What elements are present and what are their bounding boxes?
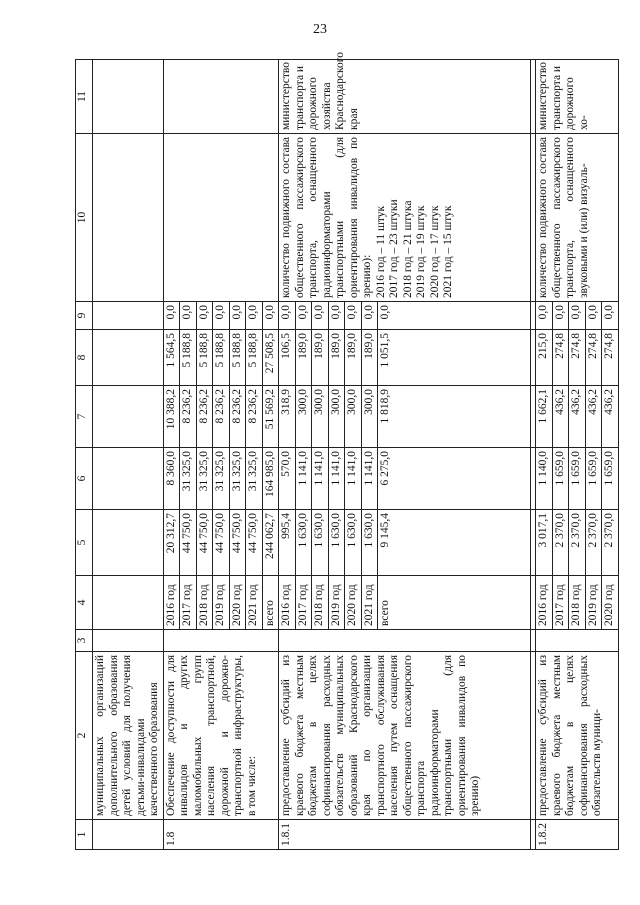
year-cell: 2016 год bbox=[536, 576, 553, 630]
local-cell: 274,8 bbox=[602, 330, 619, 386]
year-cell: 2018 год bbox=[569, 576, 586, 630]
col-header-10: 10 bbox=[76, 134, 93, 302]
federal-cell: 1 140,0 bbox=[536, 448, 553, 510]
regional-cell: 8 236,2 bbox=[180, 386, 197, 448]
year-cell: 2016 год bbox=[163, 576, 180, 630]
local-cell: 189,0 bbox=[361, 330, 378, 386]
extra-cell: 0,0 bbox=[536, 302, 553, 330]
federal-cell: 1 141,0 bbox=[295, 448, 312, 510]
col-header-6: 6 bbox=[76, 448, 93, 510]
extra-cell: 0,0 bbox=[196, 302, 213, 330]
local-cell: 215,0 bbox=[536, 330, 553, 386]
row-1-8-2 bbox=[536, 60, 553, 850]
col-header-5: 5 bbox=[76, 510, 93, 576]
federal-cell: 570,0 bbox=[279, 448, 296, 510]
result-year-line: 2017 год – 23 штуки bbox=[388, 199, 400, 298]
extra-cell: 0,0 bbox=[585, 302, 602, 330]
extra-cell: 0,0 bbox=[229, 302, 246, 330]
year-cell: 2017 год bbox=[295, 576, 312, 630]
extra-cell: 0,0 bbox=[180, 302, 197, 330]
year-cell: 2018 год bbox=[312, 576, 329, 630]
executor-cell: министерство транспорта и дорожного хо- bbox=[536, 60, 619, 134]
extra-cell: 0,0 bbox=[569, 302, 586, 330]
local-cell: 189,0 bbox=[312, 330, 329, 386]
executor-cell: министерство транспорта и дорожного хозяйства Краснодарского края bbox=[279, 60, 531, 134]
total-cell: 2 370,0 bbox=[602, 510, 619, 576]
total-cell: 1 630,0 bbox=[312, 510, 329, 576]
row-number: 1.8 bbox=[163, 820, 279, 850]
federal-cell: 31 325,0 bbox=[229, 448, 246, 510]
continued-row bbox=[93, 60, 164, 850]
year-cell: 2019 год bbox=[213, 576, 230, 630]
regional-cell: 8 236,2 bbox=[213, 386, 230, 448]
total-cell: 1 630,0 bbox=[295, 510, 312, 576]
total-cell: 2 370,0 bbox=[585, 510, 602, 576]
total-cell: 20 312,7 bbox=[163, 510, 180, 576]
year-cell: 2019 год bbox=[328, 576, 345, 630]
total-cell: 1 630,0 bbox=[328, 510, 345, 576]
result-year-line: 2016 год – 11 штук bbox=[374, 205, 387, 298]
federal-cell: 1 659,0 bbox=[602, 448, 619, 510]
total-cell: 44 750,0 bbox=[180, 510, 197, 576]
activity-name: предоставление субсидий из краевого бюджета местным бюджетам в целях софинансирования расходных обязательств муниципальных образований Краснодарского края по организации транспортного обслуживания населения путем оснащения общественного пассажирского транспорта радиоинформаторами транспортными (для ориентирования инвалидов по зрению) bbox=[279, 652, 531, 820]
result-year-line: 2021 год – 15 штук bbox=[442, 205, 454, 298]
year-cell: 2021 год bbox=[246, 576, 263, 630]
local-cell: 1 051,5 bbox=[378, 330, 531, 386]
federal-cell: 164 985,0 bbox=[262, 448, 279, 510]
local-cell: 274,8 bbox=[552, 330, 569, 386]
extra-cell: 0,0 bbox=[378, 302, 531, 330]
extra-cell: 0,0 bbox=[246, 302, 263, 330]
local-cell: 5 188,8 bbox=[246, 330, 263, 386]
total-cell: 1 630,0 bbox=[361, 510, 378, 576]
regional-cell: 300,0 bbox=[345, 386, 362, 448]
local-cell: 189,0 bbox=[328, 330, 345, 386]
regional-cell: 436,2 bbox=[585, 386, 602, 448]
regional-cell: 436,2 bbox=[552, 386, 569, 448]
row-number: 1.8.1 bbox=[279, 820, 531, 850]
result-cell: количество подвижного состава общественного пассажирского транспорта, оснащенного звуковыми и (или) визуаль- bbox=[536, 134, 619, 302]
extra-cell: 0,0 bbox=[361, 302, 378, 330]
federal-cell: 31 325,0 bbox=[246, 448, 263, 510]
program-activities-table bbox=[75, 52, 619, 850]
activity-name: предоставление субсидий из краевого бюджета местным бюджетам в целях софинансирования расходных обязательств муници- bbox=[536, 652, 619, 820]
local-cell: 274,8 bbox=[585, 330, 602, 386]
extra-cell: 0,0 bbox=[552, 302, 569, 330]
col-header-2: 2 bbox=[76, 652, 93, 820]
total-cell: 2 370,0 bbox=[552, 510, 569, 576]
local-cell: 189,0 bbox=[345, 330, 362, 386]
regional-cell: 318,9 bbox=[279, 386, 296, 448]
year-cell: 2020 год bbox=[345, 576, 362, 630]
extra-cell: 0,0 bbox=[295, 302, 312, 330]
regional-cell: 300,0 bbox=[328, 386, 345, 448]
regional-cell: 51 569,2 bbox=[262, 386, 279, 448]
local-cell: 5 188,8 bbox=[213, 330, 230, 386]
federal-cell: 1 141,0 bbox=[361, 448, 378, 510]
year-cell: 2020 год bbox=[602, 576, 619, 630]
col-header-4: 4 bbox=[76, 576, 93, 630]
regional-cell: 300,0 bbox=[295, 386, 312, 448]
extra-cell: 0,0 bbox=[328, 302, 345, 330]
extra-cell: 0,0 bbox=[312, 302, 329, 330]
federal-cell: 1 141,0 bbox=[312, 448, 329, 510]
total-cell: 44 750,0 bbox=[213, 510, 230, 576]
total-cell: 44 750,0 bbox=[246, 510, 263, 576]
year-cell: 2020 год bbox=[229, 576, 246, 630]
federal-cell: 6 275,0 bbox=[378, 448, 531, 510]
year-cell: 2017 год bbox=[552, 576, 569, 630]
total-cell: 3 017,1 bbox=[536, 510, 553, 576]
result-year-line: 2019 год – 19 штук bbox=[415, 205, 427, 298]
total-cell: 44 750,0 bbox=[229, 510, 246, 576]
regional-cell: 10 388,2 bbox=[163, 386, 180, 448]
col-header-7: 7 bbox=[76, 386, 93, 448]
regional-cell: 436,2 bbox=[602, 386, 619, 448]
federal-cell: 31 325,0 bbox=[213, 448, 230, 510]
total-cell: 995,4 bbox=[279, 510, 296, 576]
col-header-3: 3 bbox=[76, 630, 93, 652]
local-cell: 5 188,8 bbox=[180, 330, 197, 386]
col-header-1: 1 bbox=[76, 820, 93, 850]
year-cell: 2019 год bbox=[585, 576, 602, 630]
extra-cell: 0,0 bbox=[262, 302, 279, 330]
year-cell: 2021 год bbox=[361, 576, 378, 630]
row-1-8-1 bbox=[279, 60, 296, 850]
year-cell: 2018 год bbox=[196, 576, 213, 630]
regional-cell: 300,0 bbox=[312, 386, 329, 448]
total-cell: 244 062,7 bbox=[262, 510, 279, 576]
federal-cell: 31 325,0 bbox=[180, 448, 197, 510]
row-number: 1.8.2 bbox=[536, 820, 619, 850]
extra-cell: 0,0 bbox=[602, 302, 619, 330]
local-cell: 189,0 bbox=[295, 330, 312, 386]
federal-cell: 1 659,0 bbox=[585, 448, 602, 510]
regional-cell: 8 236,2 bbox=[246, 386, 263, 448]
local-cell: 274,8 bbox=[569, 330, 586, 386]
local-cell: 5 188,8 bbox=[229, 330, 246, 386]
federal-cell: 8 360,0 bbox=[163, 448, 180, 510]
regional-cell: 300,0 bbox=[361, 386, 378, 448]
regional-cell: 8 236,2 bbox=[229, 386, 246, 448]
regional-cell: 8 236,2 bbox=[196, 386, 213, 448]
year-cell: всего bbox=[262, 576, 279, 630]
extra-cell: 0,0 bbox=[163, 302, 180, 330]
local-cell: 1 564,5 bbox=[163, 330, 180, 386]
extra-cell: 0,0 bbox=[279, 302, 296, 330]
executor-cell bbox=[163, 60, 279, 134]
result-cell bbox=[163, 134, 279, 302]
regional-cell: 1 818,9 bbox=[378, 386, 531, 448]
col-header-9: 9 bbox=[76, 302, 93, 330]
rotated-table-container bbox=[75, 52, 615, 850]
total-cell: 9 145,4 bbox=[378, 510, 531, 576]
row-1-8 bbox=[163, 60, 180, 850]
federal-cell: 31 325,0 bbox=[196, 448, 213, 510]
local-cell: 27 508,5 bbox=[262, 330, 279, 386]
result-text: количество подвижного состава общественного пассажирского транспорта, оснащенного радиоинформаторами транспортными (для ориентирования инвалидов по зрению): bbox=[280, 137, 373, 298]
col-header-11: 11 bbox=[76, 60, 93, 134]
extra-cell: 0,0 bbox=[213, 302, 230, 330]
result-cell bbox=[279, 134, 531, 302]
federal-cell: 1 659,0 bbox=[569, 448, 586, 510]
extra-cell: 0,0 bbox=[345, 302, 362, 330]
total-cell: 44 750,0 bbox=[196, 510, 213, 576]
result-year-line: 2020 год – 17 штук bbox=[428, 205, 441, 298]
local-cell: 5 188,8 bbox=[196, 330, 213, 386]
page-number: 23 bbox=[313, 22, 327, 37]
continued-row-text: муниципальных организаций дополнительного образования детей условий для получения детьми-инвалидами качественного образования bbox=[93, 652, 164, 820]
local-cell: 106,5 bbox=[279, 330, 296, 386]
col-header-8: 8 bbox=[76, 330, 93, 386]
total-cell: 2 370,0 bbox=[569, 510, 586, 576]
year-cell: 2017 год bbox=[180, 576, 197, 630]
federal-cell: 1 659,0 bbox=[552, 448, 569, 510]
activity-name: Обеспечение доступности для инвалидов и других маломобильных групп населения транспортной, дорожной и дорожно-транспортной инфраструктуры, в том числе: bbox=[163, 652, 279, 820]
federal-cell: 1 141,0 bbox=[328, 448, 345, 510]
column-number-row bbox=[76, 60, 93, 850]
total-cell: 1 630,0 bbox=[345, 510, 362, 576]
regional-cell: 1 662,1 bbox=[536, 386, 553, 448]
year-cell: 2016 год bbox=[279, 576, 296, 630]
year-cell: всего bbox=[378, 576, 531, 630]
result-year-line: 2018 год – 21 штука bbox=[401, 200, 414, 298]
regional-cell: 436,2 bbox=[569, 386, 586, 448]
federal-cell: 1 141,0 bbox=[345, 448, 362, 510]
